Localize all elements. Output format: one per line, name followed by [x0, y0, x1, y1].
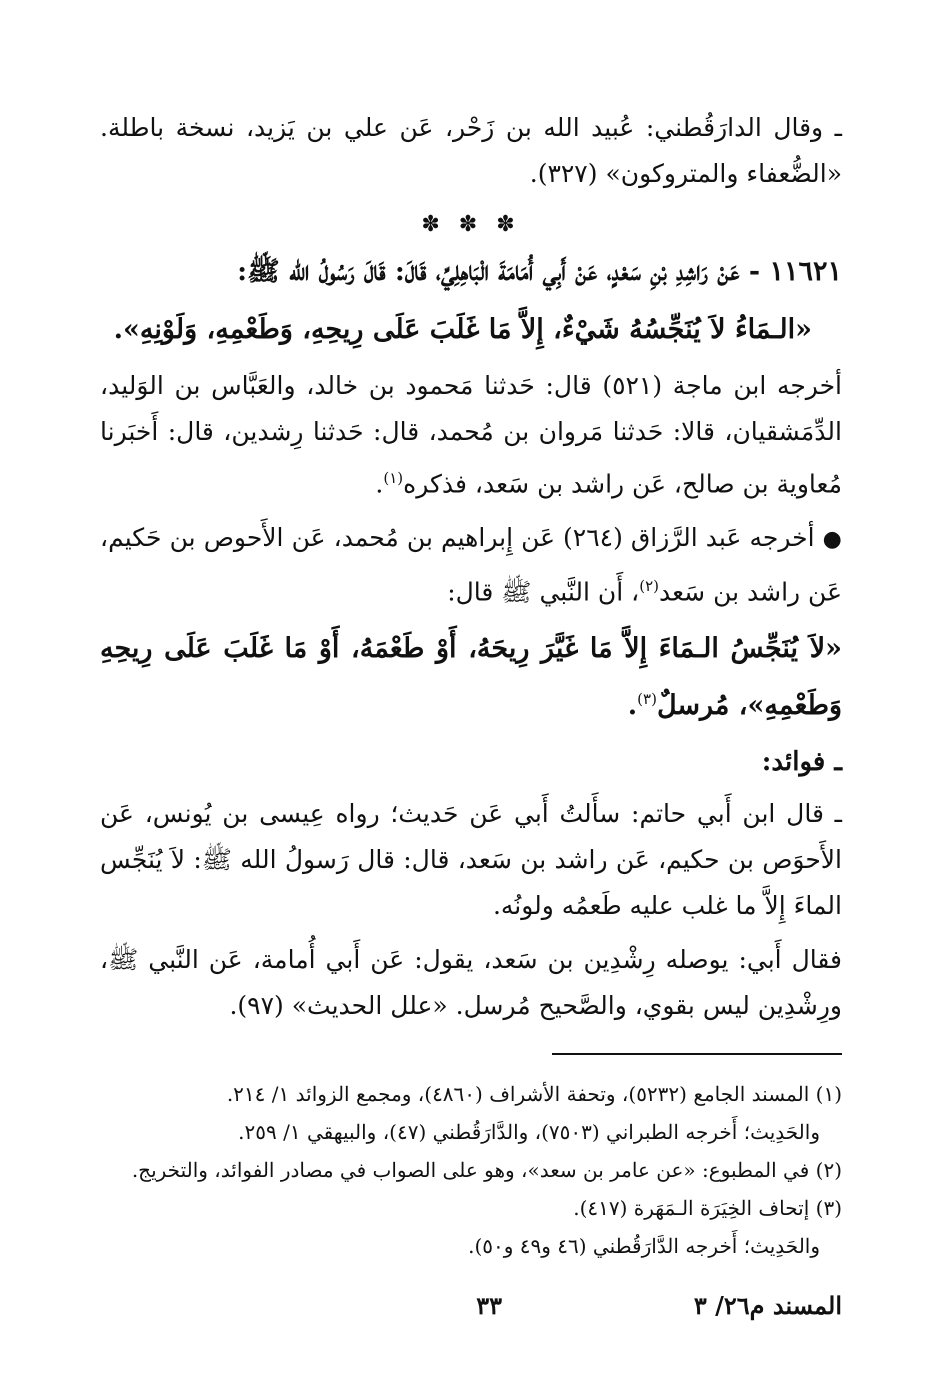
hadith-matn-mursal	[100, 624, 842, 731]
footnote-ref-1: (١)	[383, 469, 404, 487]
footnote-item: (٢) في المطبوع: «عن عامر بن سعد»، وهو على الصواب في مصادر الفوائد، والتخريج.	[131, 1158, 842, 1182]
hadith-matn: «الـمَاءُ لاَ يُنَجِّسُهُ شَيْءٌ، إِلاَّ مَا غَلَبَ عَلَى رِيحِهِ، وَطَعْمِهِ، وَلَوْنِهِ».	[113, 314, 812, 345]
footnotes	[100, 1075, 842, 1265]
page-number: ٣٣	[476, 1291, 502, 1320]
intro-paragraph: ـ وقال الدارَقُطني: عُبيد الله بن زَحْر، عَن علي بن يَزيد، نسخة باطلة. «الضُّعفاء والمتروكون» (٣٢٧).	[100, 113, 842, 188]
footnote-divider	[552, 1053, 842, 1055]
document-page	[100, 105, 842, 1335]
fawaid-paragraph-2: فقال أَبي: يوصله رِشْدِين بن سَعد، يقول: عَن أَبي أُمامة، عَن النَّبي ﷺ، ورِشْدِين ليس بقوي، والصَّحيح مُرسل. «علل الحديث» (٩٧).	[100, 944, 842, 1020]
section-separator: ✽ ✽ ✽	[421, 212, 521, 237]
footnote-item: (١) المسند الجامع (٥٢٣٢)، وتحفة الأشراف (٤٨٦٠)، ومجمع الزوائد ١/ ٢١٤.	[226, 1082, 842, 1106]
footnote-item: (٣) إتحاف الخِيَرَة الـمَهَرة (٤١٧).	[573, 1196, 842, 1220]
hadith-header	[100, 247, 842, 297]
page-footer	[100, 1291, 842, 1331]
footnote-ref-3: (٣)	[637, 689, 657, 708]
fawaid-paragraph-1: ـ قال ابن أَبي حاتم: سأَلتُ أَبي عَن حَديث؛ رواه عِيسى بن يُونس، عَن الأَحوَص بن حكيم، عَن راشد بن سَعد، قال: قال رَسولُ الله ﷺ: لاَ يُنَجِّس الماءَ إِلاَّ ما غلب عليه طَعمُه ولونُه.	[100, 798, 843, 920]
footnote-item: والحَدِيث؛ أَخرجه الطبراني (٧٥٠٣)، والدَّارَقُطني (٤٧)، والبيهقي ١/ ٢٥٩.	[238, 1120, 820, 1144]
hadith-isnad: عَنْ رَاشِدِ بْنِ سَعْدٍ، عَنْ أَبِي أُمَامَةَ الْبَاهِلِيِّ، قَالَ: قَالَ رَسُولُ الله ﷺ:	[237, 256, 740, 287]
takhrij-abdurrazzaq	[100, 515, 842, 615]
takhrij-abdurrazzaq-after: ، أَن النَّبي ﷺ قال:	[447, 577, 640, 607]
signature-mark: المسند م٢٦/ ٣	[693, 1291, 842, 1320]
hadith-matn-mursal-text: «لاَ يُنَجِّسُ الـمَاءَ إِلاَّ مَا غَيَّرَ رِيحَهُ، أَوْ طَعْمَهُ، أَوْ مَا غَلَبَ عَلَى رِيحِهِ وَطَعْمِهِ»، مُرسلٌ	[100, 632, 842, 721]
takhrij-abdurrazzaq-text: أخرجه عَبد الرَّزاق (٢٦٤) عَن إِبراهيم بن مُحمد، عَن الأَحوص بن حَكيم، عَن راشد بن سَعد	[100, 523, 842, 607]
hadith-number: ١١٦٢١ -	[748, 256, 842, 287]
bullet-icon: ●	[822, 527, 842, 553]
takhrij-ibn-majah-end: .	[375, 469, 384, 499]
takhrij-ibn-majah	[100, 363, 842, 507]
fawaid-heading: ـ فوائد:	[761, 746, 842, 777]
hadith-matn-mursal-end: .	[627, 689, 638, 721]
takhrij-ibn-majah-text: أخرجه ابن ماجة (٥٢١) قال: حَدثنا مَحمود بن خالد، والعَبَّاس بن الوَليد، الدِّمَشقيان، قالا: حَدثنا مَروان بن مُحمد، قال: حَدثنا رِشدين، قال: أَخبَرنا مُعاوية بن صالح، عَن راشد بن سَعد، فذكره	[100, 371, 842, 499]
footnote-ref-2: (٢)	[639, 577, 659, 596]
footnote-item: والحَدِيث؛ أَخرجه الدَّارَقُطني (٤٦ و٤٩ و٥٠).	[468, 1234, 820, 1258]
